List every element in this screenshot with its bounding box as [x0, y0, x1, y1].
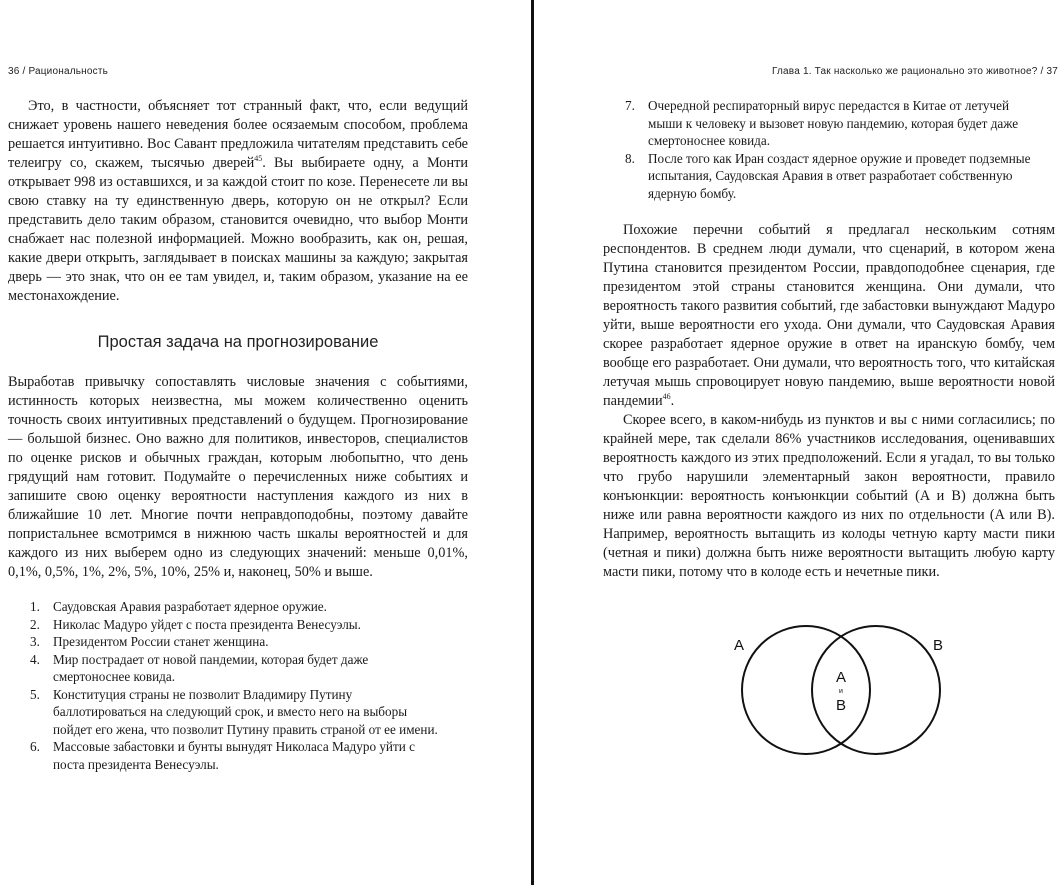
venn-circle-a — [742, 626, 870, 754]
list-item — [8, 738, 448, 773]
list-text: Массовые забастовки и бунты вынудят Николаса Мадуро уйти с поста президента Венесуэлы. — [53, 739, 415, 772]
spine-divider — [531, 0, 534, 885]
paragraph-text: Скорее всего, в каком-нибудь из пунктов и вы с ними согласились; по крайней мере, так сделали 86% участников исследования, оценивавших вероятность каждого из этих предположений. Если я угадал, то вы только что грубо нарушили элементарный закон вероятности, правило конъюнкции: вероятность конъюнкции событий (A и B) должна быть ниже или равна вероятности каждого из них по отдельности (A или B). Например, вероятность вытащить из колоды четную карту масти пики (четная и пики) должна быть ниже вероятности вытащить любую карту масти пики, потому что в колоде есть и нечетные пики. — [603, 412, 1055, 580]
event-list — [8, 598, 448, 773]
list-number: 4. — [30, 651, 40, 667]
right-page — [535, 0, 1062, 885]
right-running-head: Глава 1. Так насколько же рационально это животное? / 37 — [771, 66, 1058, 77]
paragraph-text: Это, в частности, объясняет тот странный факт, что, если ведущий снижает уровень нашего неведения более осязаемым способом, проблема решается интуитивно. Вос Савант предложила читателям представить себе телеигру со, скажем, тысячью дверей — [8, 98, 468, 171]
list-number: 6. — [30, 739, 40, 754]
list-number: 8. — [625, 150, 635, 166]
list-text: Президентом России станет женщина. — [53, 634, 269, 649]
venn-label-a: A — [734, 637, 745, 654]
right-paragraph-1 — [603, 221, 1055, 582]
list-number: 1. — [30, 599, 40, 614]
list-number: 2. — [30, 616, 40, 632]
list-item — [8, 598, 448, 616]
left-paragraph-2 — [8, 373, 468, 582]
venn-diagram — [720, 625, 960, 755]
list-text: Николас Мадуро уйдет с поста президента Венесуэлы. — [53, 616, 361, 632]
list-text: После того как Иран создаст ядерное оружие и проведет подземные испытания, Саудовская Аравия в ответ разработает собственную ядерную бомбу. — [648, 150, 1031, 201]
venn-circle-b — [812, 626, 940, 754]
footnote-ref[interactable]: 45 — [254, 154, 263, 164]
paragraph-text: . — [670, 393, 675, 409]
paragraph-text: Похожие перечни событий я предлагал нескольким сотням респондентов. В среднем люди думали, что сценарий, в котором жена Путина становится президентом России, правдоподобнее сценария, где президентом этой страны становится женщина. Они думали, что вероятность такого развития событий, где забастовки вынуждают Мадуро уйти, выше вероятности его ухода. Они думали, что Саудовская Аравия скорее разработает ядерное оружие в ответ на иранскую бомбу, чем вообще его разработает. Они думали, что вероятность того, что китайская летучая мышь спровоцирует новую пандемию, выше вероятности новой пандемии — [603, 222, 1055, 409]
list-text: Саудовская Аравия разработает ядерное оружие. — [53, 599, 327, 614]
list-text: Очередной респираторный вирус передастся в Китае от летучей мыши к человеку и вызовет новую пандемию, которая будет даже смертоноснее ковида. — [648, 98, 1019, 148]
left-running-head: 36 / Рациональность — [8, 66, 109, 77]
list-text: Мир пострадает от новой пандемии, которая будет даже смертоноснее ковида. — [53, 651, 369, 684]
venn-intersection-and: и — [839, 688, 843, 695]
event-list-continued — [603, 97, 1035, 202]
left-paragraph-1 — [8, 97, 468, 306]
list-item — [8, 686, 448, 739]
list-number: 3. — [30, 634, 40, 649]
list-item — [603, 150, 1035, 203]
section-heading: Простая задача на прогнозирование — [97, 333, 379, 351]
list-text: Конституция страны не позволит Владимиру Путину баллотироваться на следующий срок, и вместо него на выборы пойдет его жена, что позволит Путину править страной от ее имени. — [53, 686, 438, 737]
venn-label-b: B — [933, 637, 944, 654]
paragraph-text: . Вы выбираете одну, а Монти открывает 998 из оставшихся, и за каждой стоит по козе. Перенесете ли вы свою ставку на ту единственную дверь, которую он не открыл? Если представить дело таким образом, становится очевидно, что выбор Монти снабжает нас полезной информацией. Можно вообразить, как он, решая, какие двери открыть, заглядывает в поисках машины за каждую; закрытая дверь — это знак, что он ее там увидел, и, таким образом, указание на ее местонахождение. — [8, 155, 468, 304]
list-item — [8, 633, 448, 651]
list-item — [603, 97, 1035, 150]
footnote-ref[interactable]: 46 — [662, 392, 671, 402]
venn-intersection-b: B — [835, 697, 847, 714]
list-item — [8, 616, 448, 634]
list-number: 5. — [30, 686, 40, 702]
paragraph-text: Выработав привычку сопоставлять числовые значения с событиями, истинность которых неизвестна, мы можем количественно оценить точность своих интуитивных представлений о будущем. Прогнозирование — большой бизнес. Оно важно для политиков, инвесторов, специалистов по оценке рисков и обычных граждан, которым любопытно, что день грядущий нам готовит. Подумайте о перечисленных ниже событиях и запишите свою оценку вероятности наступления каждого из них в ближайшие 10 лет. Многие почти неправдоподобны, поэтому давайте попристальнее всмотримся в нижнюю часть шкалы вероятностей и для каждого из них выберем одно из следующих значений: меньше 0,01%, 0,1%, 0,5%, 1%, 2%, 5%, 10%, 25% и, наконец, 50% и выше. — [8, 374, 468, 580]
list-number: 7. — [625, 98, 635, 113]
list-item — [8, 651, 448, 686]
venn-intersection-a: A — [835, 669, 847, 686]
